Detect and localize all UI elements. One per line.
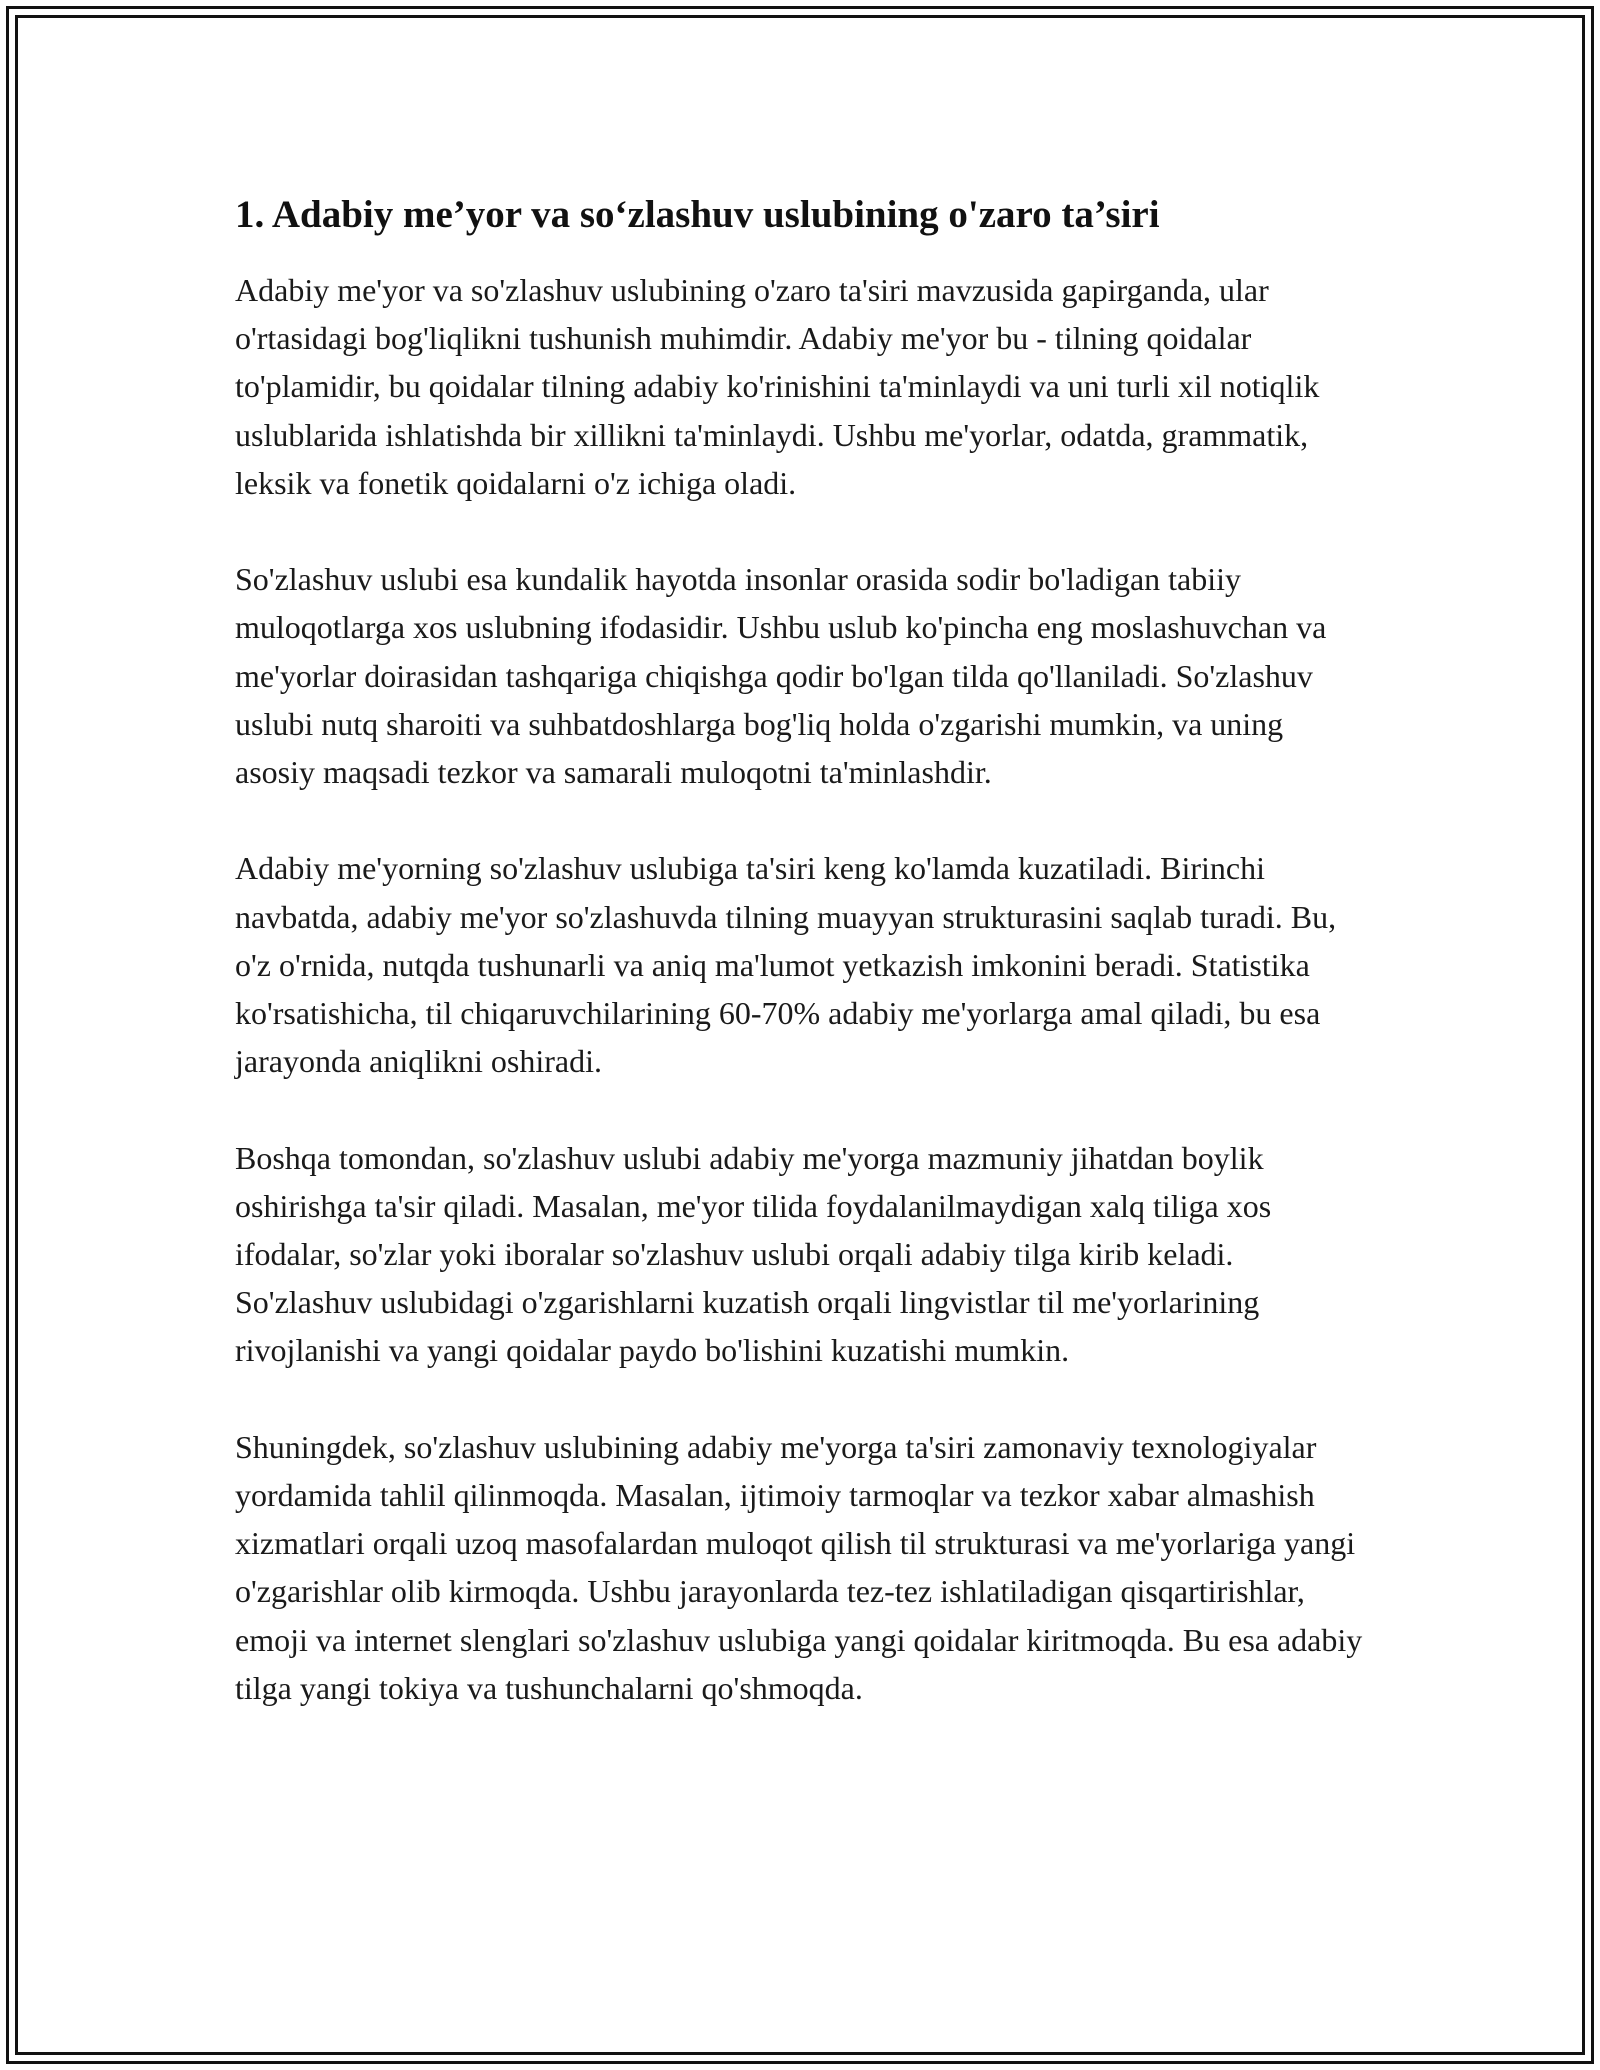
section-heading: 1. Adabiy me’yor va so‘zlashuv uslubining o'zaro ta’siri (235, 193, 1160, 236)
document-body (235, 186, 1370, 1760)
paragraph-1: Adabiy me'yor va so'zlashuv uslubining o'zaro ta'siri mavzusida gapirganda, ular o'rtasidagi bog'liqlikni tushunish muhimdir. Adabiy me'yor bu - tilning qoidalar to'plamidir, bu qoidalar tilning adabiy ko'rinishini ta'minlaydi va uni turli xil notiqlik uslublarida ishlatishda bir xillikni ta'minlaydi. Ushbu me'yorlar, odatda, grammatik, leksik va fonetik qoidalarni o'z ichiga oladi. (235, 272, 1320, 501)
paragraph-3: Adabiy me'yorning so'zlashuv uslubiga ta'siri keng ko'lamda kuzatiladi. Birinchi navbatda, adabiy me'yor so'zlashuvda tilning muayyan strukturasini saqlab turadi. Bu, o'z o'rnida, nutqda tushunarli va aniq ma'lumot yetkazish imkonini beradi. Statistika ko'rsatishicha, til chiqaruvchilarining 60-70% adabiy me'yorlarga amal qiladi, bu esa jarayonda aniqlikni oshiradi. (235, 850, 1337, 1080)
paragraph-5: Shuningdek, so'zlashuv uslubining adabiy me'yorga ta'siri zamonaviy texnologiyalar yordamida tahlil qilinmoqda. Masalan, ijtimoiy tarmoqlar va tezkor xabar almashish xizmatlari orqali uzoq masofalardan muloqot qilish til strukturasi va me'yorlariga yangi o'zgarishlar olib kirmoqda. Ushbu jarayonlarda tez-tez ishlatiladigan qisqartirishlar, emoji va internet slenglari so'zlashuv uslubiga yangi qoidalar kiritmoqda. Bu esa adabiy tilga yangi tokiya va tushunchalarni qo'shmoqda. (235, 1428, 1363, 1706)
paragraph-2: So'zlashuv uslubi esa kundalik hayotda insonlar orasida sodir bo'ladigan tabiiy muloqotlarga xos uslubning ifodasidir. Ushbu uslub ko'pincha eng moslashuvchan va me'yorlar doirasidan tashqariga chiqishga qodir bo'lgan tilda qo'llaniladi. So'zlashuv uslubi nutq sharoiti va suhbatdoshlarga bog'liq holda o'zgarishi mumkin, va uning asosiy maqsadi tezkor va samarali muloqotni ta'minlashdir. (235, 561, 1327, 791)
paragraph-4: Boshqa tomondan, so'zlashuv uslubi adabiy me'yorga mazmuniy jihatdan boylik oshirishga ta'sir qiladi. Masalan, me'yor tilida foydalanilmaydigan xalq tiliga xos ifodalar, so'zlar yoki iboralar so'zlashuv uslubi orqali adabiy tilga kirib keladi. So'zlashuv uslubidagi o'zgarishlarni kuzatish orqali lingvistlar til me'yorlarining rivojlanishi va yangi qoidalar paydo bo'lishini kuzatishi mumkin. (235, 1139, 1272, 1369)
